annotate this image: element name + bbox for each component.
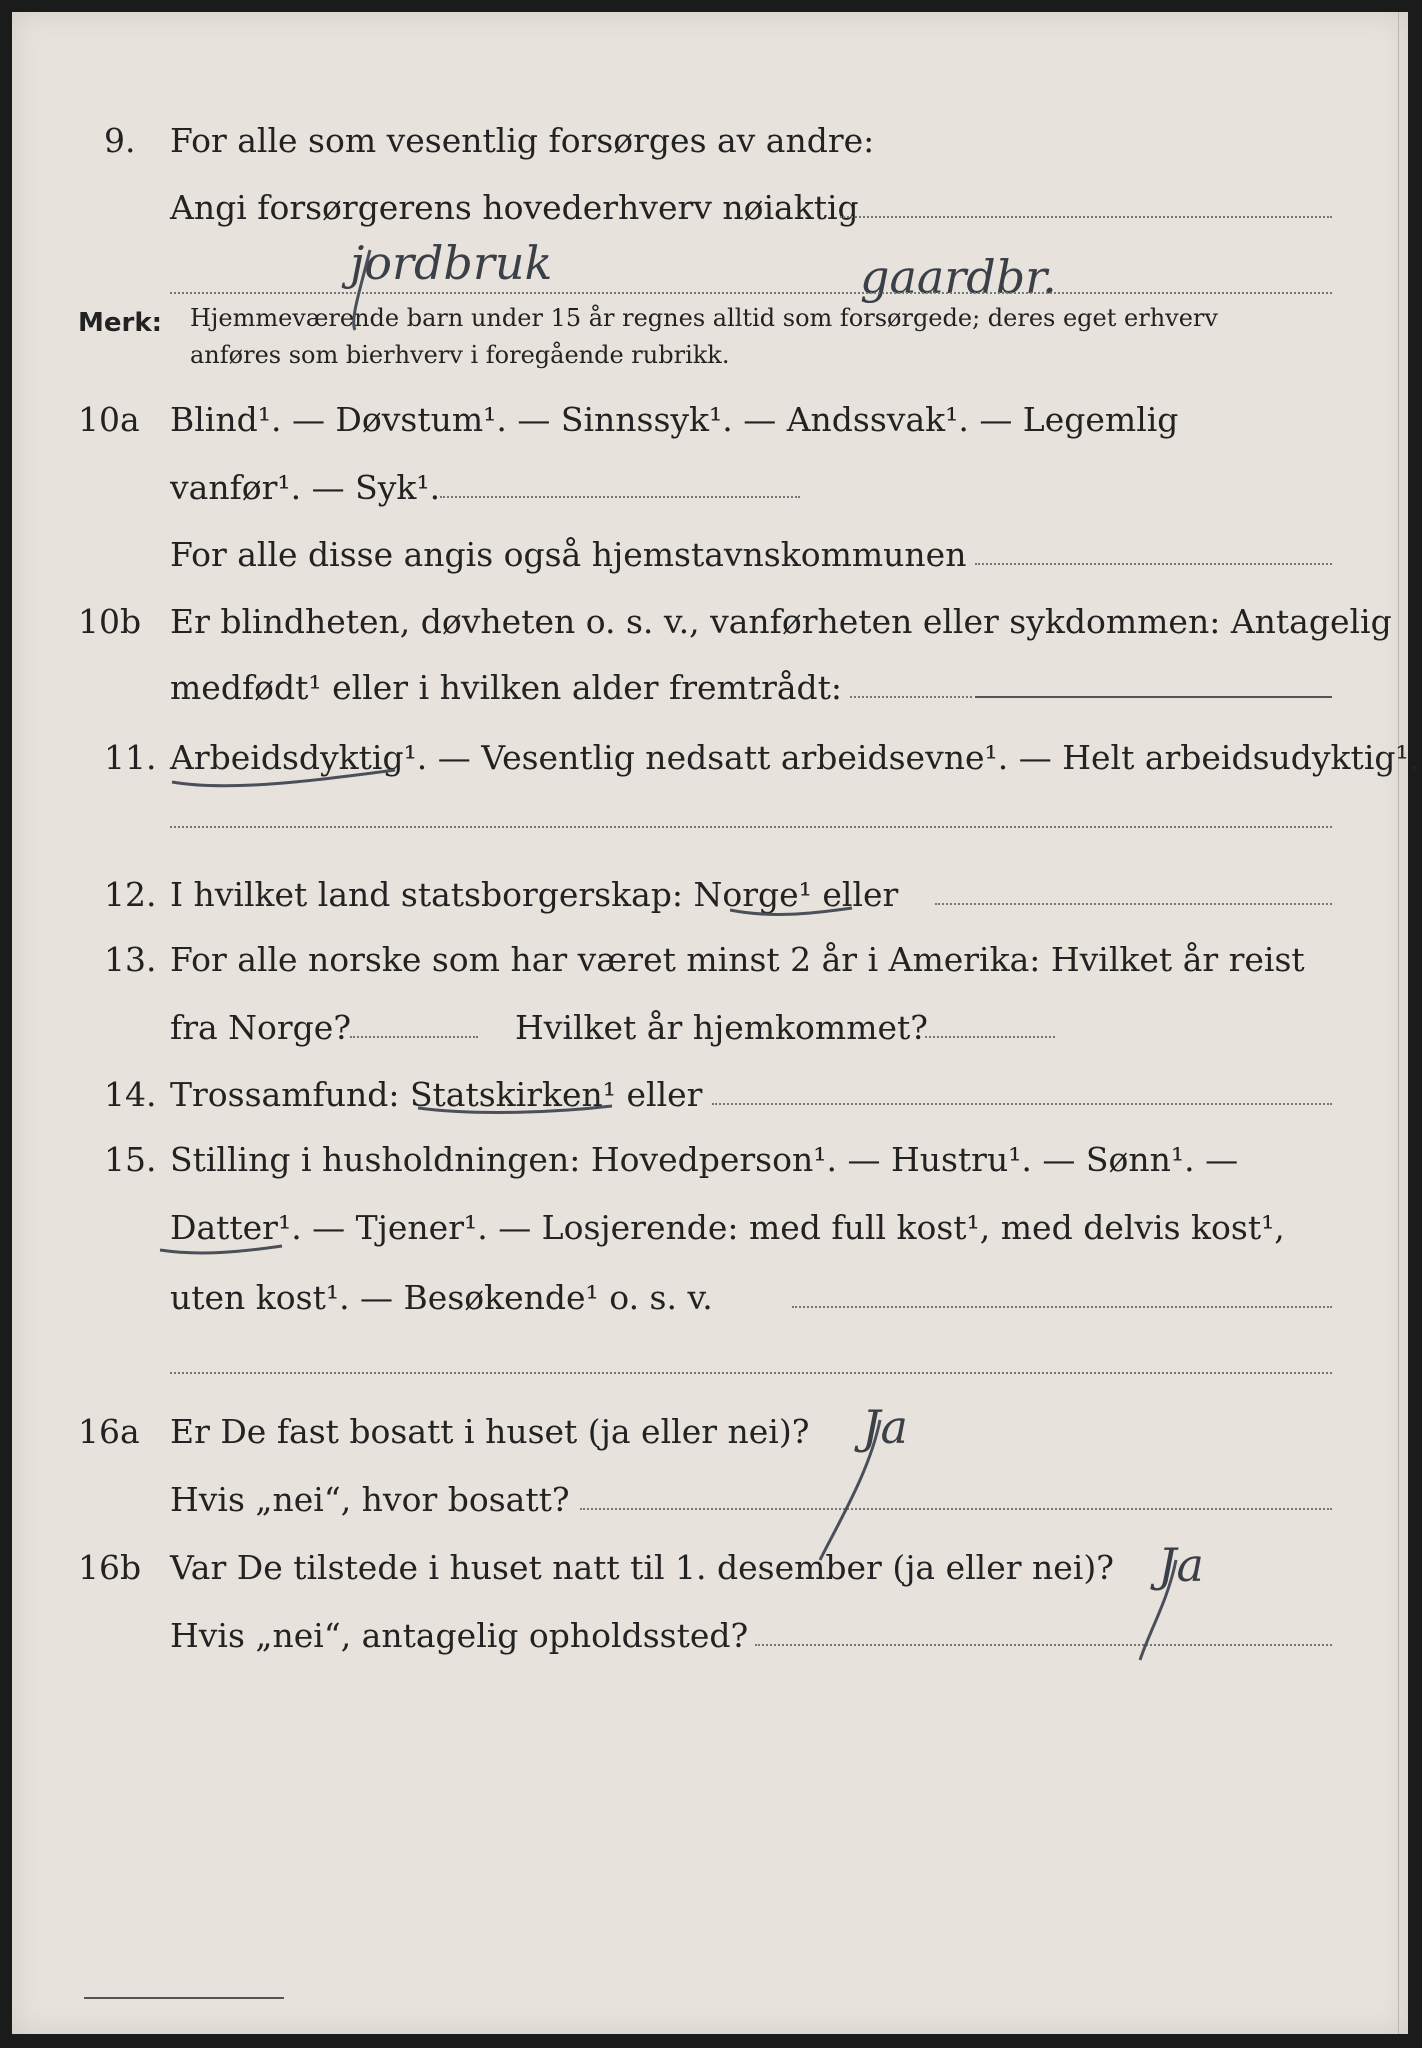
q15-number: 15.: [104, 1140, 157, 1179]
underline-statskirken: [418, 1106, 612, 1112]
q13-line1: For alle norske som har været minst 2 år i Amerika: Hvilket år reist: [170, 940, 1305, 979]
jordbruk-flourish: [354, 250, 370, 330]
q16a-line1: Er De fast bosatt i huset (ja eller nei)?: [170, 1412, 810, 1451]
q15-line3: uten kost¹. — Besøkende¹ o. s. v.: [170, 1278, 713, 1317]
q9-handwritten-answer-2: gaardbr.: [860, 250, 1057, 304]
q13-line2b: Hvilket år hjemkommet?: [515, 1008, 928, 1047]
merk-line2: anføres som bierhverv i foregående rubrikk.: [190, 341, 730, 369]
q14-number: 14.: [104, 1075, 157, 1114]
q13-line2a: fra Norge?: [170, 1008, 352, 1047]
q10a-line3: For alle disse angis også hjemstavnskommunen: [170, 535, 967, 574]
q16b-line1: Var De tilstede i huset natt til 1. desember (ja eller nei)?: [170, 1548, 1114, 1587]
q11-number: 11.: [104, 738, 157, 777]
q10a-line1: Blind¹. — Døvstum¹. — Sinnssyk¹. — Andssvak¹. — Legemlig: [170, 400, 1179, 439]
q12-number: 12.: [104, 875, 157, 914]
q10b-line1: Er blindheten, døvheten o. s. v., vanførheten eller sykdommen: Antagelig: [170, 602, 1392, 641]
q10b-number: 10b: [78, 602, 142, 641]
merk-line1: Hjemmeværende barn under 15 år regnes alltid som forsørgede; deres eget erhverv: [190, 304, 1218, 332]
q10b-line2: medfødt¹ eller i hvilken alder fremtrådt:: [170, 668, 843, 707]
underline-arbeidsdyktig: [172, 770, 395, 786]
ja-flourish-16a: [820, 1420, 880, 1560]
q15-line1: Stilling i husholdningen: Hovedperson¹. — Hustru¹. — Sønn¹. —: [170, 1140, 1239, 1179]
merk-label: Merk:: [78, 308, 163, 338]
q16a-line2: Hvis „nei“, hvor bosatt?: [170, 1480, 570, 1519]
q9-line2: Angi forsørgerens hovederhverv nøiaktig: [170, 188, 859, 227]
underline-datter: [160, 1246, 282, 1253]
q12-line1: I hvilket land statsborgerskap: Norge¹ eller: [170, 875, 899, 914]
q9-line1: For alle som vesentlig forsørges av andre:: [170, 121, 875, 160]
q9-number: 9.: [104, 121, 136, 160]
q15-line2: Datter¹. — Tjener¹. — Losjerende: med full kost¹, med delvis kost¹,: [170, 1208, 1285, 1247]
ja-flourish-16b: [1140, 1560, 1176, 1660]
q16b-handwritten-answer: Ja: [1158, 1538, 1204, 1592]
underline-norge: [730, 908, 852, 914]
q16a-number: 16a: [78, 1412, 140, 1451]
q13-number: 13.: [104, 940, 157, 979]
q10a-line2: vanfør¹. — Syk¹.: [170, 468, 441, 507]
q10a-number: 10a: [78, 400, 140, 439]
q14-line1: Trossamfund: Statskirken¹ eller: [170, 1075, 703, 1114]
q16b-number: 16b: [78, 1548, 142, 1587]
q11-line1: Arbeidsdyktig¹. — Vesentlig nedsatt arbeidsevne¹. — Helt arbeidsudyktig¹.: [170, 738, 1420, 777]
q9-handwritten-answer-1: jordbruk: [350, 236, 553, 290]
q16b-line2: Hvis „nei“, antagelig opholdssted?: [170, 1616, 749, 1655]
q16a-handwritten-answer: Ja: [862, 1400, 908, 1454]
